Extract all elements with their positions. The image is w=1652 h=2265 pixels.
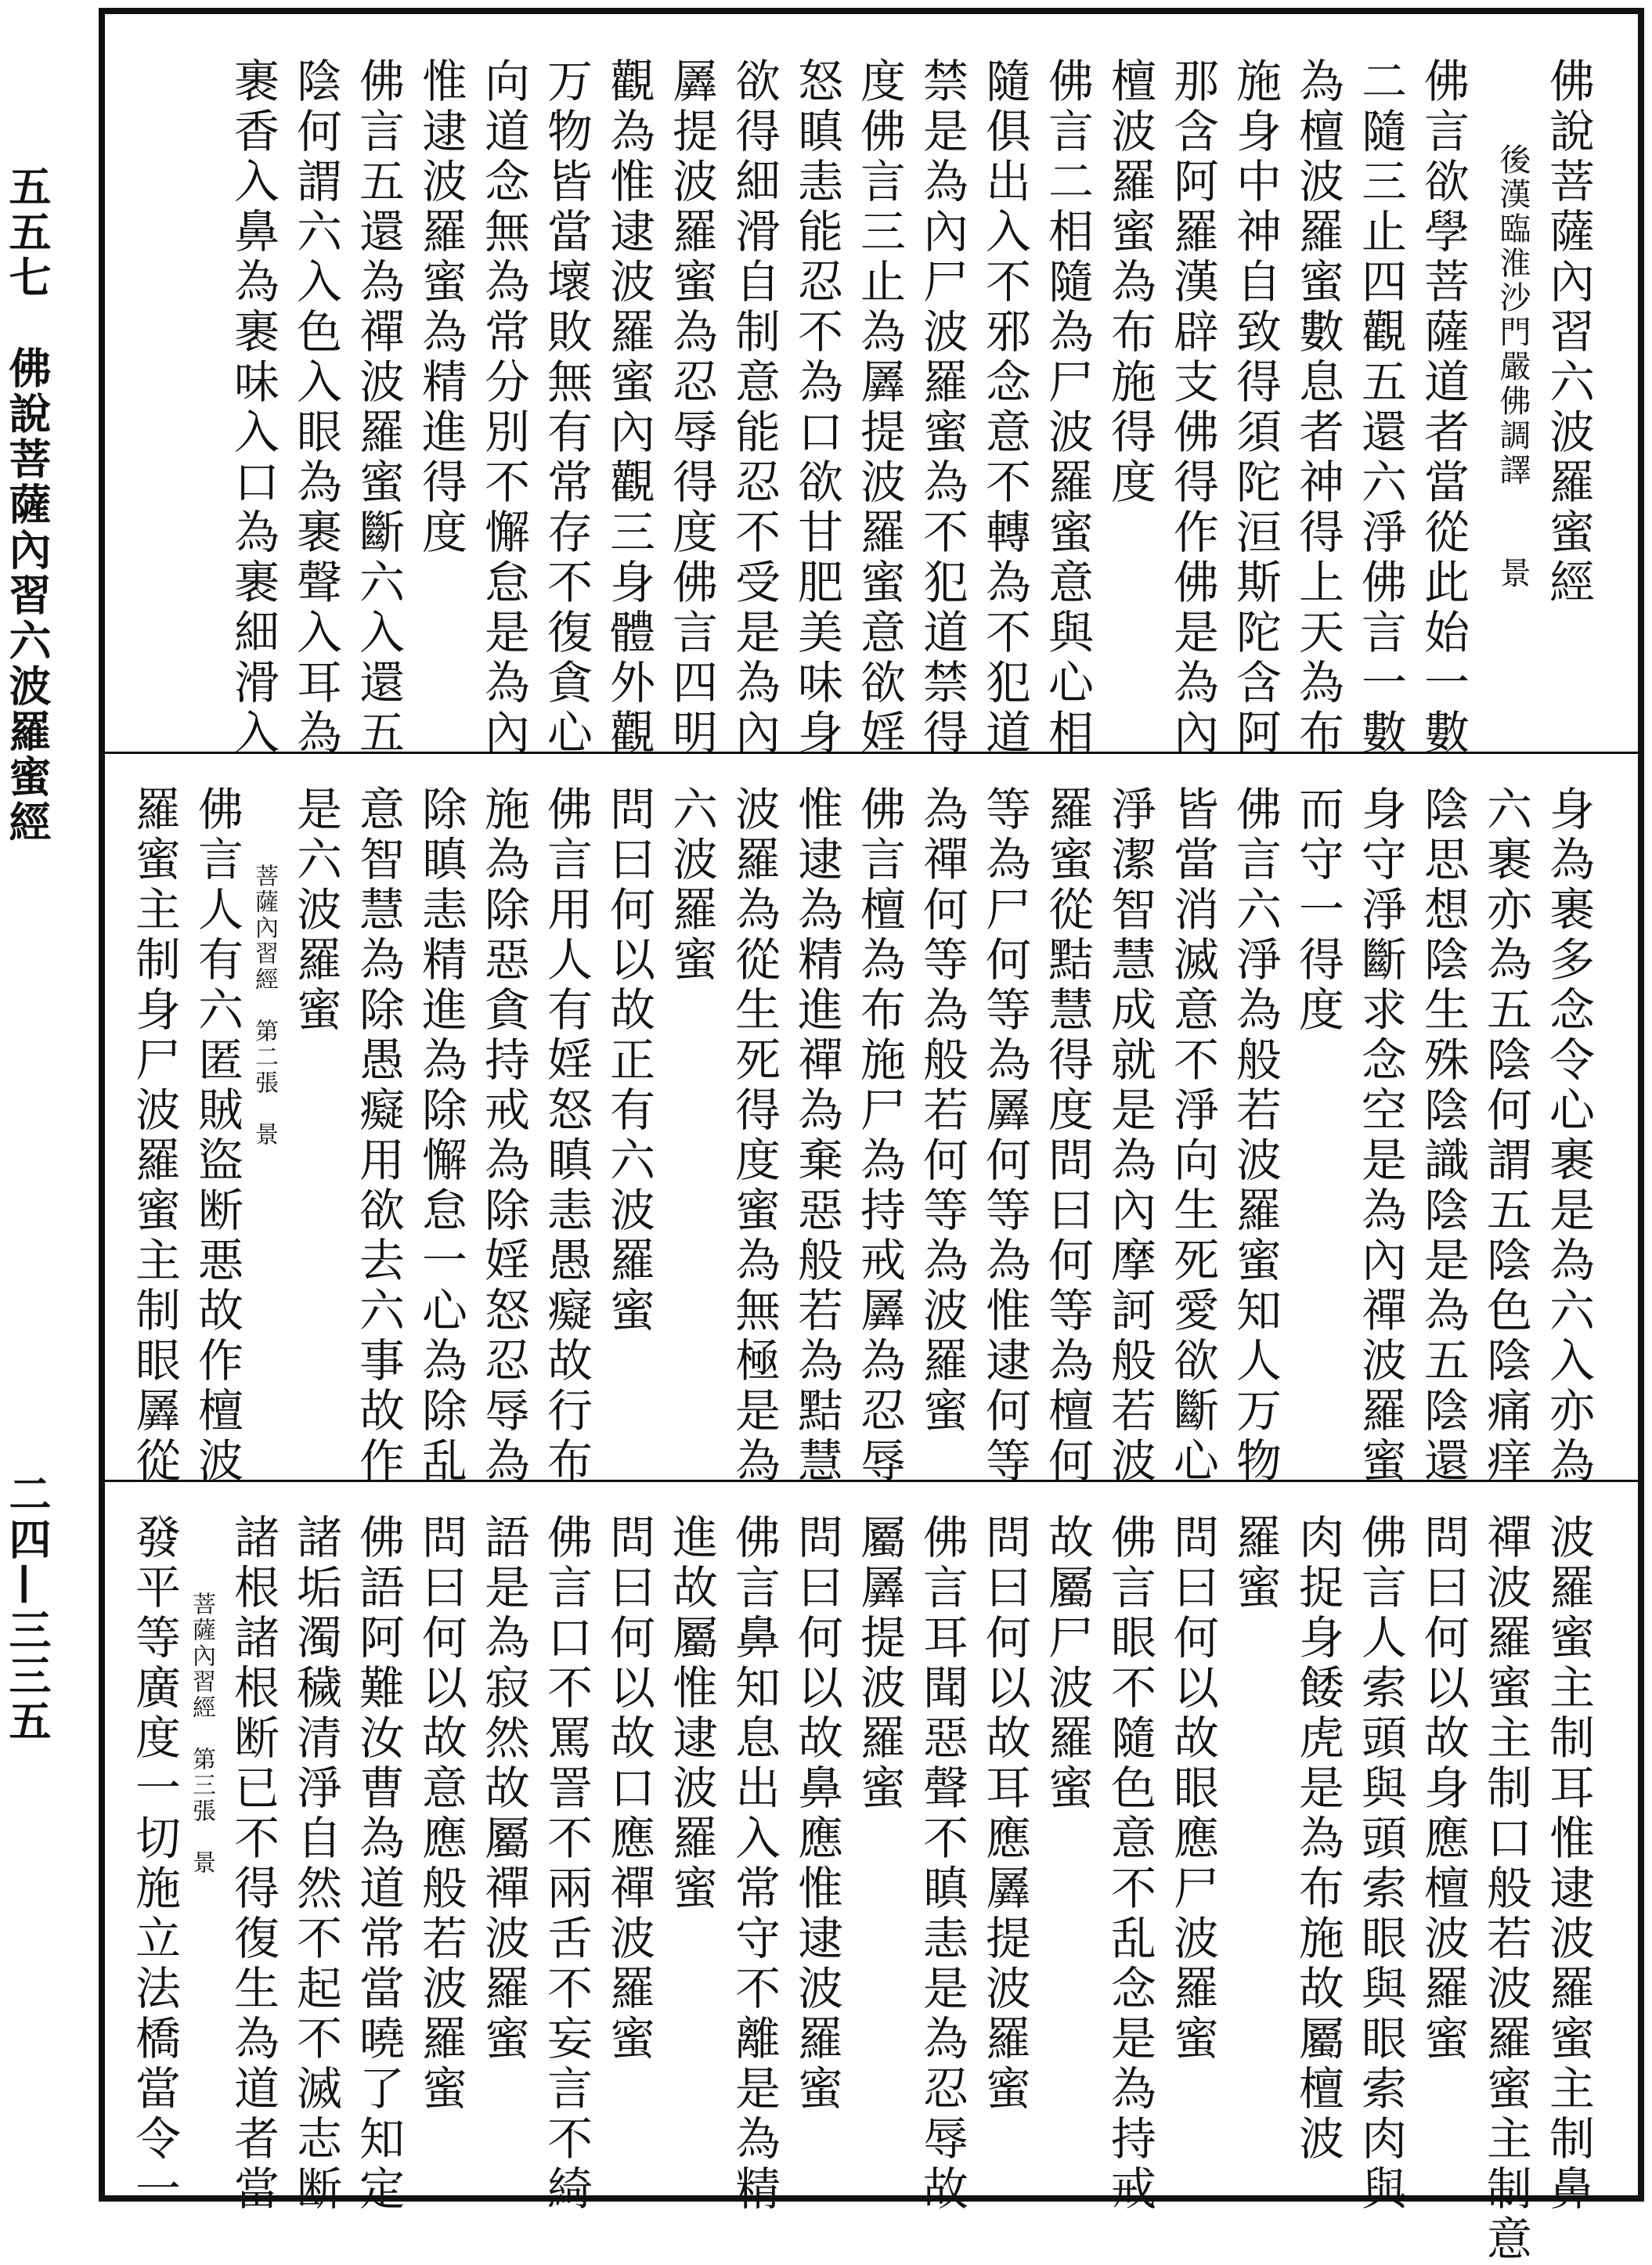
text-column: 身為裹多念令心裹是為六入亦為 <box>1542 785 1595 1487</box>
text-column: 為禪何等為般若何等為波羅蜜 <box>915 785 968 1437</box>
text-column: 問曰何以故鼻應惟逮波羅蜜 <box>790 1513 843 2115</box>
text-column: 欲得細滑自制意能忍不受是為內 <box>727 57 781 759</box>
text-column: 等為尸何等為羼何等為惟逮何等 <box>978 785 1031 1487</box>
text-column: 是六波羅蜜 <box>289 785 342 1036</box>
text-column: 佛言六淨為般若波羅蜜知人万物 <box>1228 785 1282 1487</box>
text-column: 羼提波羅蜜為忍辱得度佛言四明 <box>665 57 718 759</box>
page-note: 菩薩內習經 第三張 景 <box>188 1592 215 1876</box>
text-column: 問曰何以故眼應尸波羅蜜 <box>1166 1513 1219 2065</box>
text-column: 佛言鼻知息出入常守不離是為精 <box>727 1513 781 2215</box>
text-column: 發平等廣度一切施立法橋當令一 <box>128 1513 181 2215</box>
text-column: 六波羅蜜 <box>665 785 718 986</box>
text-column: 怒瞋恚能忍不為口欲甘肥美味身 <box>790 57 843 759</box>
text-panel-2 <box>105 754 1638 1487</box>
text-column: 除瞋恚精進為除懈怠一心為除乱 <box>414 785 467 1487</box>
text-column: 陰何謂六入色入眼為裹聲入耳為 <box>289 57 342 759</box>
text-panel-3 <box>105 1482 1638 2265</box>
text-column: 觀為惟逮波羅蜜內觀三身體外觀 <box>602 57 655 759</box>
text-column: 陰思想陰生殊陰識陰是為五陰還 <box>1416 785 1470 1487</box>
translator-line: 後漢臨淮沙門嚴佛調譯 景 <box>1495 143 1531 591</box>
text-column: 羅蜜 <box>1228 1513 1282 1614</box>
text-column: 佛言眼不隨色意不乱念是為持戒 <box>1103 1513 1156 2215</box>
text-column: 禪波羅蜜主制口般若波羅蜜主制意 <box>1479 1513 1532 2265</box>
page-frame <box>99 8 1644 2265</box>
text-column: 問曰何以故正有六波羅蜜 <box>602 785 655 1336</box>
text-column: 諸垢濁穢清淨自然不起不滅志断 <box>289 1513 342 2215</box>
text-column: 皆當消滅意不淨向生死愛欲斷心 <box>1166 785 1219 1487</box>
text-column: 隨俱出入不邪念意不轉為不犯道 <box>978 57 1031 759</box>
text-column: 諸根諸根断已不得復生為道者當 <box>226 1513 280 2215</box>
text-column: 二隨三止四觀五還六淨佛言一數 <box>1354 57 1407 759</box>
text-column: 向道念無為常分別不懈怠是為內 <box>477 57 530 759</box>
text-column: 六裹亦為五陰何謂五陰色陰痛痒 <box>1479 785 1532 1487</box>
text-column: 而守一得度 <box>1291 785 1344 1036</box>
text-column: 佛言欲學菩薩道者當從此始一數 <box>1416 57 1470 759</box>
text-column: 佛言用人有婬怒瞋恚愚癡故行布 <box>539 785 593 1487</box>
text-column: 佛言檀為布施尸為持戒羼為忍辱 <box>853 785 906 1487</box>
margin-page-number: 二四—三三五 <box>2 1472 52 1744</box>
text-column: 佛言二相隨為尸波羅蜜意與心相 <box>1041 57 1094 759</box>
page-note: 菩薩內習經 第二張 景 <box>251 864 278 1148</box>
text-column: 問曰何以故意應般若波羅蜜 <box>414 1513 467 2115</box>
text-column: 意智慧為除愚癡用欲去六事故作 <box>352 785 405 1487</box>
text-column: 問曰何以故耳應羼提波羅蜜 <box>978 1513 1031 2115</box>
text-column: 身守淨斷求念空是為內禪波羅蜜 <box>1354 785 1407 1487</box>
text-panel-1 <box>105 14 1638 759</box>
text-column: 惟逮波羅蜜為精進得度 <box>414 57 467 558</box>
text-column: 肉捉身餧虎是為布施故屬檀波 <box>1291 1513 1344 2165</box>
text-column: 万物皆當壞敗無有常存不復貪心 <box>539 57 593 759</box>
text-column: 故屬尸波羅蜜 <box>1041 1513 1094 1814</box>
text-column: 檀波羅蜜為布施得度 <box>1103 57 1156 508</box>
text-column: 語是為寂然故屬禪波羅蜜 <box>477 1513 530 2065</box>
text-column: 度佛言三止為羼提波羅蜜意欲婬 <box>853 57 906 759</box>
sutra-title: 佛說菩薩內習六波羅蜜經 <box>1542 57 1595 608</box>
text-column: 施身中神自致得須陀洹斯陀含阿 <box>1228 57 1282 759</box>
margin-sutra-label: 五五七 佛說菩薩內習六波羅蜜經 <box>2 164 52 846</box>
text-column: 佛言耳聞惡聲不瞋恚是為忍辱故 <box>915 1513 968 2215</box>
text-column: 為檀波羅蜜數息者神得上天為布 <box>1291 57 1344 759</box>
text-column: 佛語阿難汝曹為道常當曉了知定 <box>352 1513 405 2215</box>
text-column: 佛言人有六匿賊盜断悪故作檀波 <box>190 785 243 1487</box>
text-column: 施為除惡貪持戒為除婬怒忍辱為 <box>477 785 530 1487</box>
text-column: 羅蜜從黠慧得度問曰何等為檀何 <box>1041 785 1094 1487</box>
text-column: 問曰何以故口應禪波羅蜜 <box>602 1513 655 2065</box>
text-column: 佛言五還為禪波羅蜜斷六入還五 <box>352 57 405 759</box>
text-column: 屬羼提波羅蜜 <box>853 1513 906 1814</box>
text-column: 佛言人索頭與頭索眼與眼索肉與 <box>1354 1513 1407 2215</box>
text-column: 羅蜜主制身尸波羅蜜主制眼羼從 <box>128 785 181 1487</box>
text-column: 問曰何以故身應檀波羅蜜 <box>1416 1513 1470 2065</box>
text-column: 那含阿羅漢辟支佛得作佛是為內 <box>1166 57 1219 759</box>
text-column: 淨潔智慧成就是為內摩訶般若波 <box>1103 785 1156 1487</box>
text-column: 進故屬惟逮波羅蜜 <box>665 1513 718 1914</box>
text-column: 波羅蜜主制耳惟逮波羅蜜主制鼻 <box>1542 1513 1595 2215</box>
text-column: 裹香入鼻為裹味入口為裹細滑入 <box>226 57 280 759</box>
text-column: 波羅為從生死得度蜜為無極是為 <box>727 785 781 1487</box>
text-column: 惟逮為精進禪為棄惡般若為黠慧 <box>790 785 843 1487</box>
text-column: 禁是為內尸波羅蜜為不犯道禁得 <box>915 57 968 759</box>
text-column: 佛言口不罵詈不兩舌不妄言不綺 <box>539 1513 593 2215</box>
